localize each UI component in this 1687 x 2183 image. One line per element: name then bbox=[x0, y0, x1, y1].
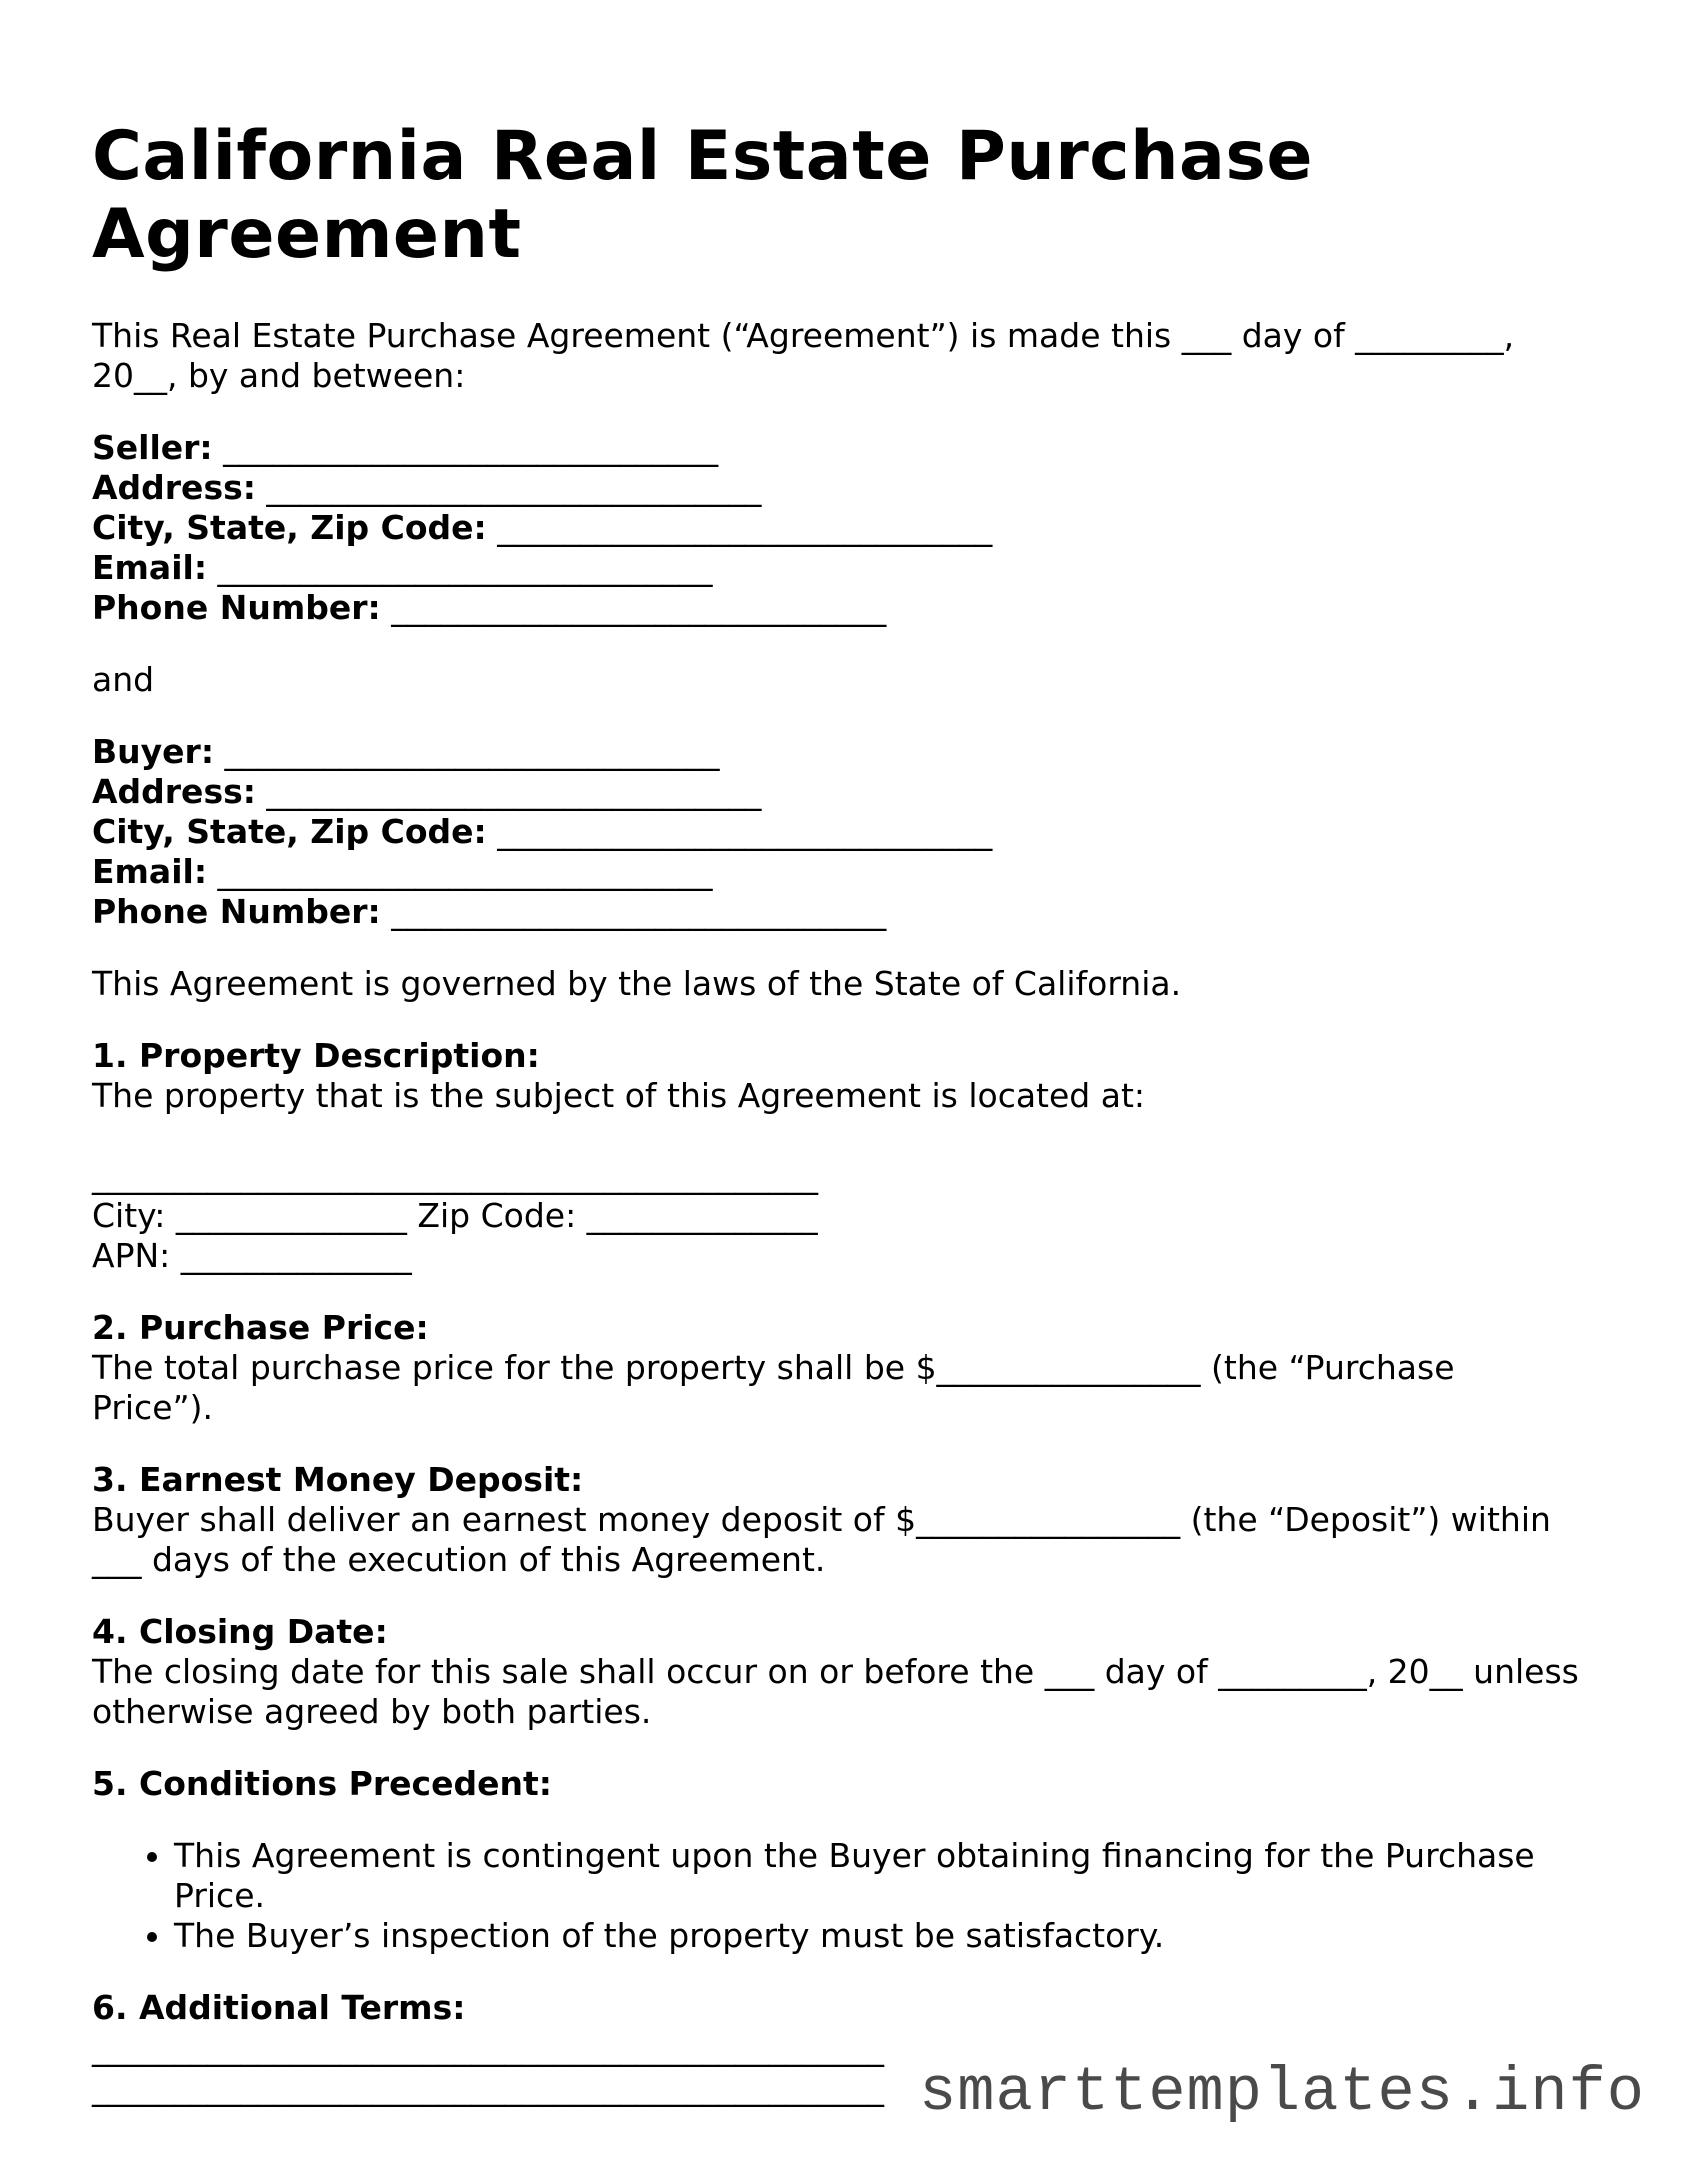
additional-heading: 6. Additional Terms: bbox=[92, 1988, 466, 2027]
seller-email-label: Email: bbox=[92, 548, 208, 587]
seller-city-field bbox=[92, 508, 1612, 548]
property-city-zip-line: City: ______________ Zip Code: ______________ bbox=[92, 1196, 818, 1235]
additional-blank-1: ________________________________________________ bbox=[92, 2028, 884, 2067]
property-text: The property that is the subject of this Agreement is located at: bbox=[92, 1076, 1146, 1115]
seller-phone-blank: ______________________________ bbox=[391, 588, 887, 627]
seller-address-field bbox=[92, 468, 1612, 508]
buyer-city-field bbox=[92, 812, 1612, 852]
buyer-phone-field bbox=[92, 892, 1612, 932]
buyer-address-field bbox=[92, 772, 1612, 812]
buyer-name-field bbox=[92, 732, 1612, 772]
seller-phone-field bbox=[92, 588, 1612, 628]
additional-blank-2: ________________________________________________ bbox=[92, 2068, 884, 2107]
closing-line-1: The closing date for this sale shall occur on or before the ___ day of _________, 20__ unless bbox=[92, 1652, 1579, 1691]
buyer-email-field bbox=[92, 852, 1612, 892]
list-item bbox=[174, 1916, 1612, 1956]
price-line-2: Price”). bbox=[92, 1388, 213, 1427]
condition-2-text: • The Buyer’s inspection of the property must be satisfactory. bbox=[174, 1916, 1165, 1955]
condition-1-line-2: Price. bbox=[174, 1876, 265, 1915]
buyer-block bbox=[92, 732, 1612, 932]
buyer-city-label: City, State, Zip Code: bbox=[92, 812, 487, 851]
seller-name-field bbox=[92, 428, 1612, 468]
closing-heading: 4. Closing Date: bbox=[92, 1612, 388, 1651]
seller-address-label: Address: bbox=[92, 468, 256, 507]
conditions-section bbox=[92, 1764, 1612, 1804]
deposit-line-1: Buyer shall deliver an earnest money deposit of $________________ (the “Deposit”) within bbox=[92, 1500, 1551, 1539]
condition-1-line-1: • This Agreement is contingent upon the Buyer obtaining financing for the Purchase bbox=[174, 1836, 1535, 1875]
property-heading: 1. Property Description: bbox=[92, 1036, 540, 1075]
and-text: and bbox=[92, 660, 155, 699]
seller-block bbox=[92, 428, 1612, 628]
intro-paragraph bbox=[92, 316, 1612, 396]
seller-city-label: City, State, Zip Code: bbox=[92, 508, 487, 547]
deposit-heading: 3. Earnest Money Deposit: bbox=[92, 1460, 584, 1499]
buyer-email-blank: ______________________________ bbox=[217, 852, 713, 891]
document-page bbox=[92, 118, 1612, 2140]
closing-line-2: otherwise agreed by both parties. bbox=[92, 1692, 652, 1731]
seller-address-blank: ______________________________ bbox=[266, 468, 762, 507]
intro-line-1: This Real Estate Purchase Agreement (“Agreement”) is made this ___ day of _________, bbox=[92, 316, 1515, 355]
governing-law-text: This Agreement is governed by the laws of the State of California. bbox=[92, 964, 1182, 1003]
seller-phone-label: Phone Number: bbox=[92, 588, 381, 627]
price-section bbox=[92, 1308, 1612, 1428]
property-apn-line: APN: ______________ bbox=[92, 1236, 412, 1275]
price-line-1: The total purchase price for the property shall be $________________ (the “Purchase bbox=[92, 1348, 1455, 1387]
seller-email-blank: ______________________________ bbox=[217, 548, 713, 587]
buyer-address-blank: ______________________________ bbox=[266, 772, 762, 811]
document-title: California Real Estate Purchase Agreement bbox=[92, 117, 1313, 274]
intro-line-2: 20__, by and between: bbox=[92, 356, 466, 395]
conditions-heading: 5. Conditions Precedent: bbox=[92, 1764, 552, 1803]
buyer-city-blank: ______________________________ bbox=[497, 812, 993, 851]
buyer-phone-label: Phone Number: bbox=[92, 892, 381, 931]
seller-name-label: Seller: bbox=[92, 428, 213, 467]
deposit-section bbox=[92, 1460, 1612, 1580]
closing-section bbox=[92, 1612, 1612, 1732]
list-item bbox=[174, 1836, 1612, 1916]
seller-city-blank: ______________________________ bbox=[497, 508, 993, 547]
buyer-email-label: Email: bbox=[92, 852, 208, 891]
property-section bbox=[92, 1036, 1612, 1276]
watermark-text: smarttemplates.info bbox=[915, 2058, 1645, 2128]
property-spacer bbox=[92, 1116, 1612, 1156]
buyer-phone-blank: ______________________________ bbox=[391, 892, 887, 931]
conditions-list bbox=[92, 1836, 1612, 1956]
buyer-name-label: Buyer: bbox=[92, 732, 215, 771]
buyer-address-label: Address: bbox=[92, 772, 256, 811]
deposit-line-2: ___ days of the execution of this Agreement. bbox=[92, 1540, 826, 1579]
seller-email-field bbox=[92, 548, 1612, 588]
seller-name-blank: ______________________________ bbox=[223, 428, 719, 467]
buyer-name-blank: ______________________________ bbox=[224, 732, 720, 771]
price-heading: 2. Purchase Price: bbox=[92, 1308, 429, 1347]
property-address-blank: ____________________________________________ bbox=[92, 1156, 818, 1195]
